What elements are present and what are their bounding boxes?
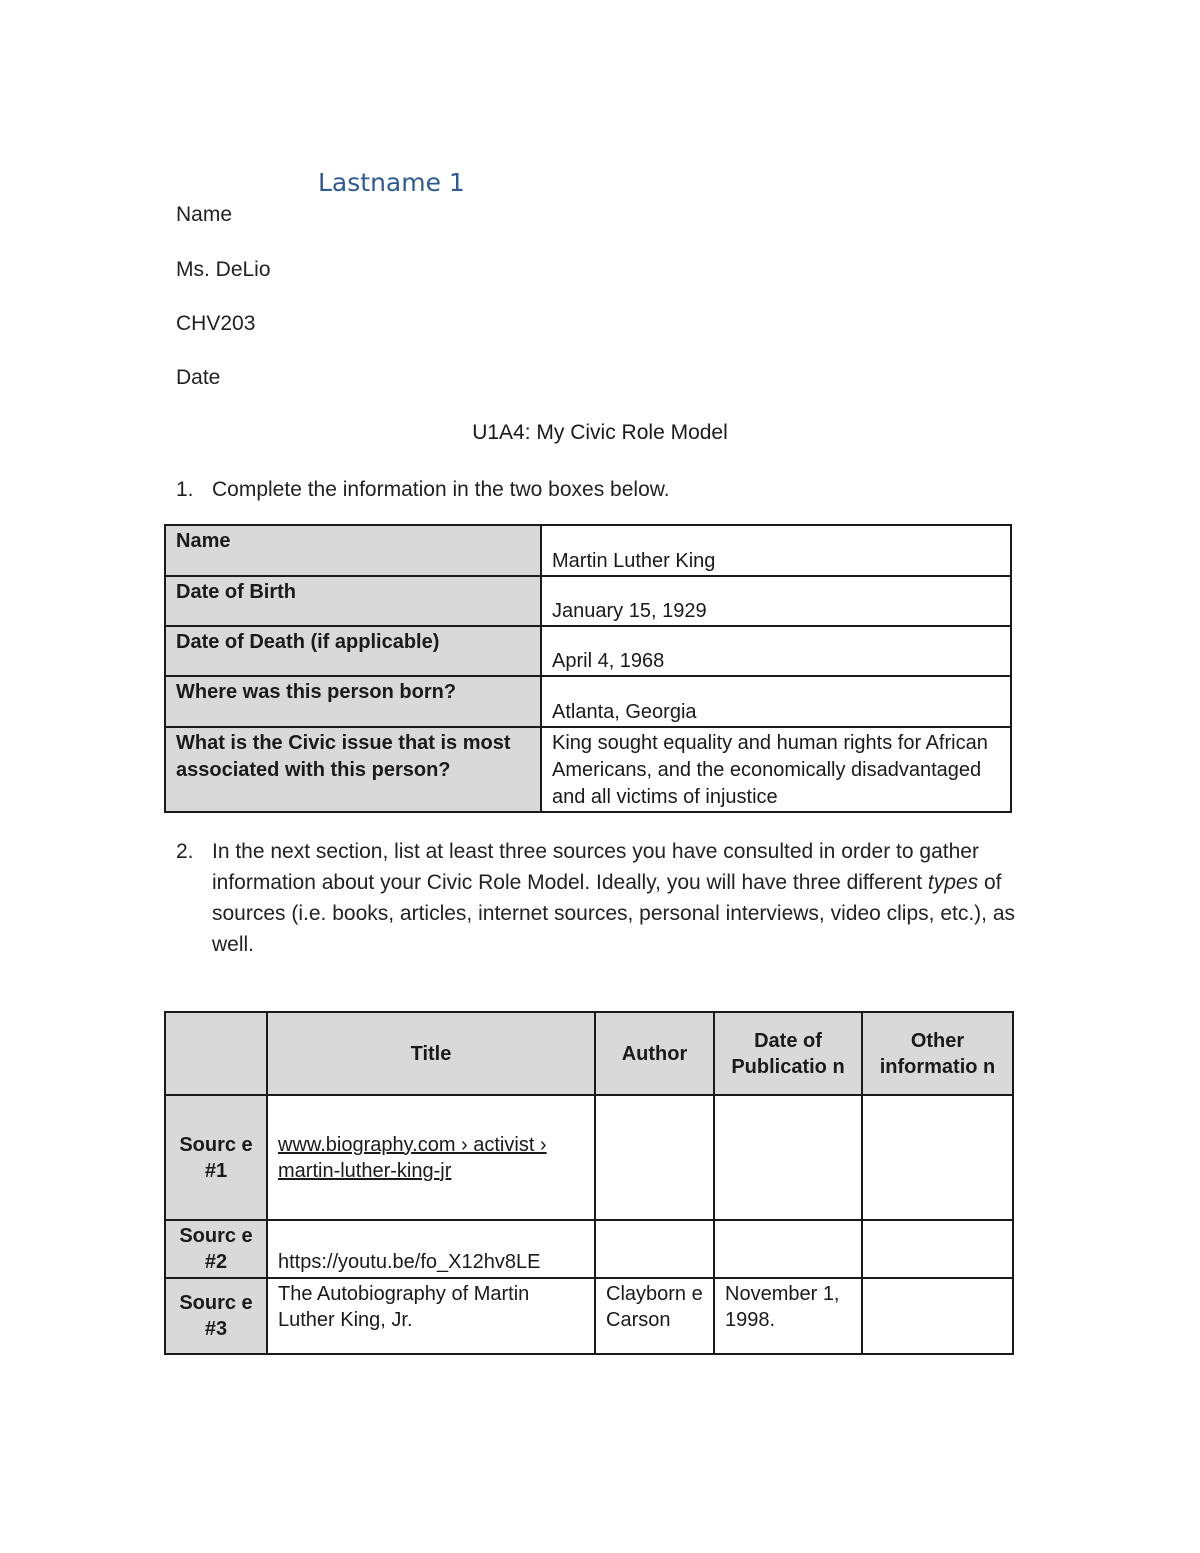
source-other — [862, 1095, 1013, 1220]
info-row — [165, 525, 1011, 576]
source-date — [714, 1095, 862, 1220]
info-value: King sought equality and human rights for African Americans, and the economically disadvantaged and all victims of injustice — [541, 727, 1011, 812]
header-lastname: Lastname 1 — [318, 168, 465, 197]
source-other — [862, 1278, 1013, 1354]
source-date: November 1, 1998. — [714, 1278, 862, 1354]
source-label: Sourc e #2 — [165, 1220, 267, 1278]
info-label: What is the Civic issue that is most associated with this person? — [165, 727, 541, 812]
info-label: Name — [165, 525, 541, 576]
source-title — [267, 1095, 595, 1220]
source-row — [165, 1220, 1013, 1278]
info-row — [165, 727, 1011, 812]
source-author: Clayborn e Carson — [595, 1278, 714, 1354]
header-date-of-publication: Date of Publicatio n — [714, 1012, 862, 1095]
info-label: Where was this person born? — [165, 676, 541, 727]
header-author: Author — [595, 1012, 714, 1095]
source-author — [595, 1220, 714, 1278]
question-1-text: Complete the information in the two boxes below. — [212, 478, 670, 501]
question-2 — [176, 836, 1016, 960]
header-title: Title — [267, 1012, 595, 1095]
info-row — [165, 626, 1011, 676]
question-2-text-part: of sources (i.e. books, articles, internet sources, personal interviews, video clips, etc.), as well. — [212, 871, 1016, 956]
question-1-number: 1. — [176, 478, 194, 501]
student-name: Name — [176, 203, 233, 226]
source-label: Sourc e #1 — [165, 1095, 267, 1220]
info-label: Date of Birth — [165, 576, 541, 626]
info-label: Date of Death (if applicable) — [165, 626, 541, 676]
date-line: Date — [176, 366, 221, 389]
info-row — [165, 576, 1011, 626]
document-title: U1A4: My Civic Role Model — [472, 421, 728, 444]
source-title: The Autobiography of Martin Luther King, Jr. — [267, 1278, 595, 1354]
source-label: Sourc e #3 — [165, 1278, 267, 1354]
info-value: January 15, 1929 — [541, 576, 1011, 626]
question-1 — [176, 474, 1016, 505]
header-other-information: Other informatio n — [862, 1012, 1013, 1095]
header-blank — [165, 1012, 267, 1095]
source-other — [862, 1220, 1013, 1278]
source-title: https://youtu.be/fo_X12hv8LE — [267, 1220, 595, 1278]
info-value: April 4, 1968 — [541, 626, 1011, 676]
teacher-name: Ms. DeLio — [176, 258, 271, 281]
question-2-emphasis: types — [927, 871, 979, 894]
info-value: Atlanta, Georgia — [541, 676, 1011, 727]
question-2-text — [212, 836, 1016, 960]
info-row — [165, 676, 1011, 727]
role-model-info-table — [164, 524, 1012, 813]
sources-header-row — [165, 1012, 1013, 1095]
question-2-text-part: In the next section, list at least three sources you have consulted in order to gather information about your Civic Role Model. Ideally, you will have three different — [212, 840, 979, 894]
info-value: Martin Luther King — [541, 525, 1011, 576]
course-code: CHV203 — [176, 312, 256, 335]
sources-table — [164, 1011, 1014, 1355]
source-row — [165, 1095, 1013, 1220]
source-date — [714, 1220, 862, 1278]
question-2-number: 2. — [176, 840, 194, 863]
source-row — [165, 1278, 1013, 1354]
source-author — [595, 1095, 714, 1220]
source-1-link[interactable]: www.biography.com › activist › martin-luther-king-jr — [278, 1133, 547, 1182]
